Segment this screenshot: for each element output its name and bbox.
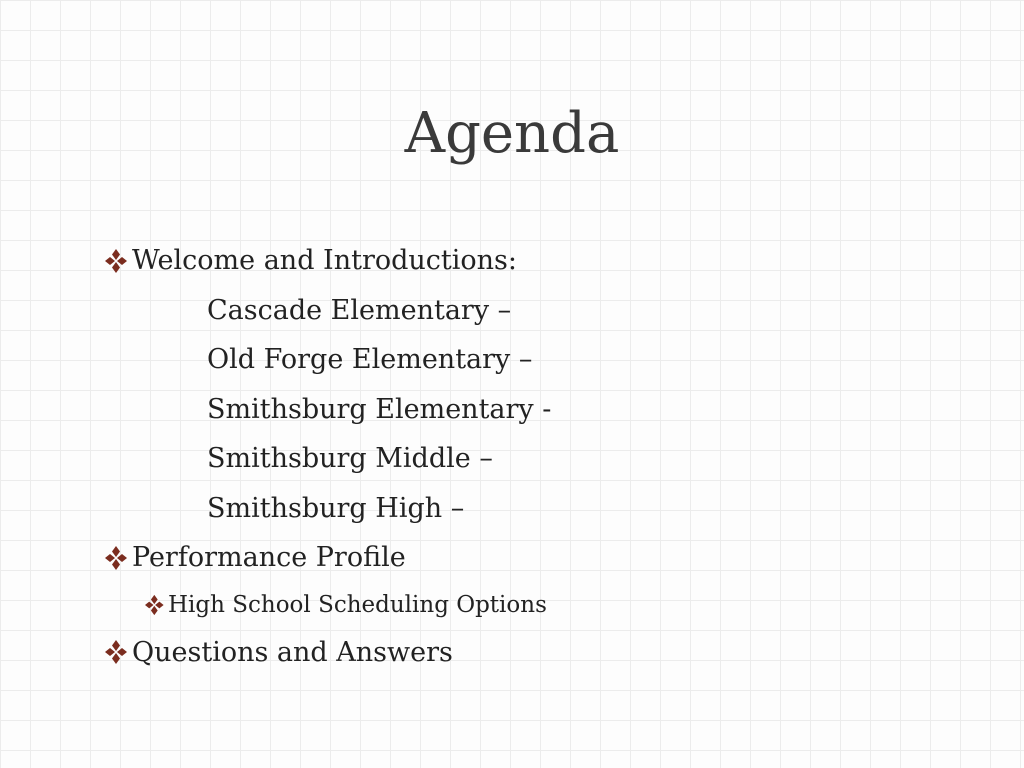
diamond-bullet-icon <box>144 594 168 616</box>
agenda-school-old-forge <box>104 335 964 385</box>
agenda-item-text: Smithsburg High – <box>207 492 465 524</box>
agenda-school-cascade <box>104 286 964 336</box>
agenda-item-text: Questions and Answers <box>132 636 453 668</box>
agenda-school-smithsburg-elementary <box>104 385 964 435</box>
agenda-item-text: Smithsburg Elementary - <box>207 393 552 425</box>
diamond-bullet-icon <box>104 639 132 665</box>
agenda-item-text: Smithsburg Middle – <box>207 443 493 474</box>
agenda-item-text: Performance Profile <box>132 542 406 573</box>
slide-title: Agenda <box>404 101 620 166</box>
agenda-subitem-scheduling <box>104 583 964 628</box>
agenda-school-smithsburg-middle <box>104 434 964 484</box>
diamond-bullet-icon <box>104 248 132 274</box>
diamond-bullet-icon <box>104 545 132 571</box>
agenda-item-text: High School Scheduling Options <box>168 591 547 618</box>
agenda-item-text: Old Forge Elementary – <box>207 344 533 375</box>
agenda-item-performance <box>104 533 964 583</box>
agenda-item-text: Welcome and Introductions: <box>132 245 518 276</box>
agenda-item-text: Cascade Elementary – <box>207 294 512 326</box>
agenda-list <box>104 236 964 677</box>
agenda-item-questions <box>104 628 964 678</box>
agenda-item-welcome <box>104 236 964 286</box>
agenda-school-smithsburg-high <box>104 484 964 534</box>
